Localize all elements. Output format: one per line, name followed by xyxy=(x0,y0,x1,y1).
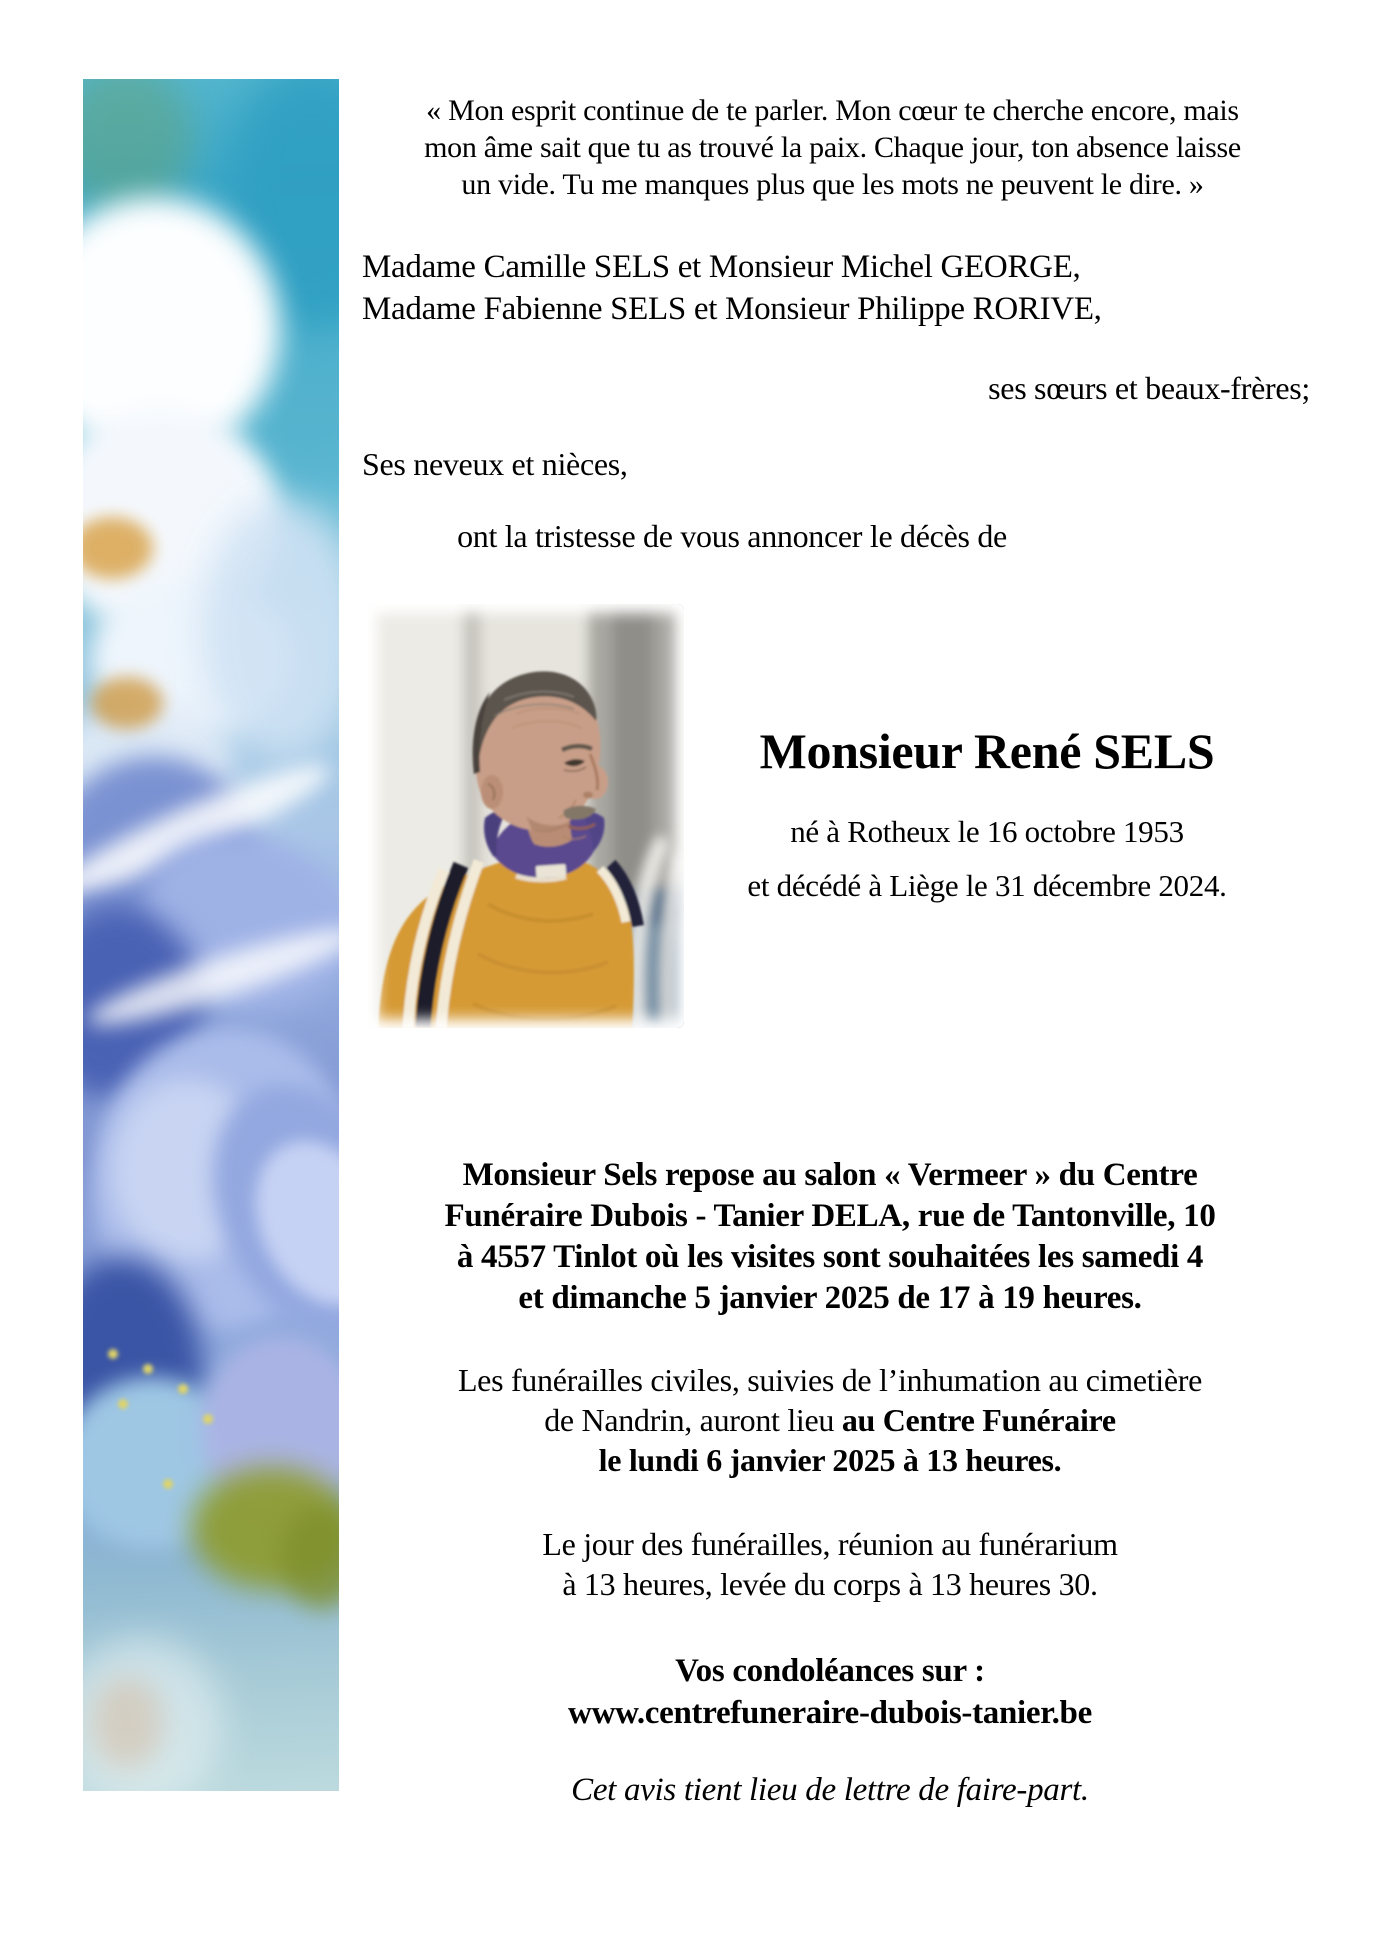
relation-line: ses sœurs et beaux-frères; xyxy=(988,370,1310,406)
strip-green-tinge xyxy=(83,79,193,214)
visitation-line: à 4557 Tinlot où les visites sont souhaitées les samedi 4 xyxy=(456,1239,1204,1275)
condolences-label: Vos condoléances sur : xyxy=(675,1653,985,1689)
meeting-paragraph xyxy=(330,1524,1330,1604)
funeral-line-bold: au Centre Funéraire xyxy=(841,1402,1116,1438)
birth-line: né à Rotheux le 16 octobre 1953 xyxy=(790,814,1184,849)
funeral-line: Les funérailles civiles, suivies de l’inhumation au cimetière xyxy=(457,1362,1203,1398)
visitation-line: Monsieur Sels repose au salon « Vermeer » du Centre xyxy=(462,1157,1198,1193)
nephews-line: Ses neveux et nièces, xyxy=(362,446,628,482)
condolences-block xyxy=(330,1650,1330,1734)
stamen-dot xyxy=(163,1479,173,1489)
portrait-illustration xyxy=(368,604,684,1028)
death-line: et décédé à Liège le 31 décembre 2024. xyxy=(747,868,1227,903)
quote-line: « Mon esprit continue de te parler. Mon cœur te cherche encore, mais xyxy=(426,94,1239,127)
visitation-line: et dimanche 5 janvier 2025 de 17 à 19 heures. xyxy=(518,1280,1142,1316)
flower-strip-photo xyxy=(83,79,339,1791)
stamen-dot xyxy=(203,1414,213,1424)
deceased-portrait-photo xyxy=(368,604,684,1028)
funeral-paragraph xyxy=(330,1360,1330,1480)
closing-notice: Cet avis tient lieu de lettre de faire-part. xyxy=(571,1772,1089,1808)
funeral-line xyxy=(330,1400,1330,1440)
deceased-name: Monsieur René SELS xyxy=(759,723,1215,779)
stamen-dot xyxy=(108,1349,118,1359)
funeral-date-bold: le lundi 6 janvier 2025 à 13 heures. xyxy=(598,1442,1062,1478)
meeting-line: à 13 heures, levée du corps à 13 heures 30. xyxy=(562,1566,1098,1602)
bottom-orange-hint xyxy=(91,1677,163,1769)
memorial-quote xyxy=(370,92,1295,203)
announcer-couple: Madame Camille SELS et Monsieur Michel GEORGE, xyxy=(362,249,1081,285)
condolences-website: www.centrefuneraire-dubois-tanier.be xyxy=(568,1695,1092,1731)
deceased-block xyxy=(692,722,1282,904)
announcer-names xyxy=(362,246,1102,330)
announcement-line: ont la tristesse de vous annoncer le décès de xyxy=(457,518,1007,554)
quote-line: un vide. Tu me manques plus que les mots ne peuvent le dire. » xyxy=(461,168,1204,201)
orchid-center-orange-2 xyxy=(91,677,163,729)
funeral-line-regular: de Nandrin, auront lieu xyxy=(544,1402,842,1438)
meeting-line: Le jour des funérailles, réunion au funérarium xyxy=(542,1526,1118,1562)
stamen-dot xyxy=(178,1384,188,1394)
funeral-line xyxy=(330,1440,1330,1480)
visitation-line: Funéraire Dubois - Tanier DELA, rue de Tantonville, 10 xyxy=(444,1198,1216,1234)
stamen-dot xyxy=(143,1364,153,1374)
announcer-couple: Madame Fabienne SELS et Monsieur Philippe RORIVE, xyxy=(362,291,1102,327)
quote-line: mon âme sait que tu as trouvé la paix. Chaque jour, ton absence laisse xyxy=(424,131,1241,164)
stamen-dot xyxy=(118,1399,128,1409)
visitation-paragraph xyxy=(330,1155,1330,1319)
